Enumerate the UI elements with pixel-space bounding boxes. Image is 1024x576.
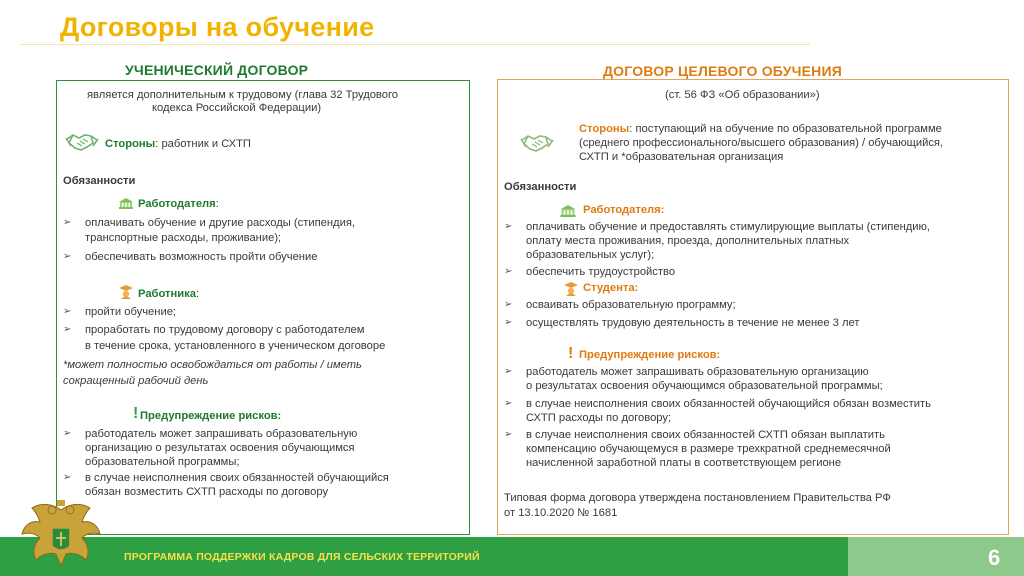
left-worker-heading — [138, 288, 199, 301]
right-parties-line3: СХТП и *образовательная организация — [579, 151, 784, 163]
right-student-heading: Студента: — [583, 282, 639, 294]
right-risk-item-1b: о результатах освоения обучающимся образовательной программы; — [526, 380, 883, 392]
graduate-icon — [564, 282, 578, 296]
bullet-icon: ➢ — [504, 221, 513, 232]
bullet-icon: ➢ — [63, 428, 72, 439]
left-employer-item-2: обеспечивать возможность пройти обучение — [85, 251, 318, 263]
left-employer-colon: : — [215, 198, 219, 210]
bullet-icon: ➢ — [504, 317, 513, 328]
building-icon — [119, 198, 133, 209]
bullet-icon: ➢ — [504, 429, 513, 440]
right-risk-heading: Предупреждение рисков: — [579, 349, 721, 361]
right-student-item-1: осваивать образовательную программу; — [526, 299, 736, 311]
left-worker-item-2a: проработать по трудовому договору с работодателем — [85, 324, 365, 336]
left-column-heading: УЧЕНИЧЕСКИЙ ДОГОВОР — [125, 62, 309, 78]
left-employer-item-1b: транспортные расходы, проживание); — [85, 232, 282, 244]
left-worker-colon: : — [195, 288, 200, 300]
handshake-icon — [65, 129, 99, 153]
right-student-item-2: осуществлять трудовую деятельность в течение не менее 3 лет — [526, 317, 860, 329]
exclamation-icon: ! — [568, 345, 574, 362]
right-duties-heading: Обязанности — [504, 181, 577, 193]
right-parties-text-1: : поступающий на обучение по образовательной программе — [629, 123, 942, 135]
left-employer-heading — [138, 198, 219, 211]
left-employer-label: Работодателя — [138, 198, 216, 210]
right-parties-label: Стороны — [579, 123, 630, 135]
building-icon — [560, 205, 576, 217]
footer-bar — [0, 537, 1024, 576]
bullet-icon: ➢ — [504, 299, 513, 310]
left-risk-heading: Предупреждение рисков: — [140, 410, 282, 422]
title-underline — [20, 44, 810, 45]
bullet-icon: ➢ — [63, 306, 72, 317]
right-risk-item-3c: начисленной заработной платы в соответствующем регионе — [526, 457, 842, 469]
right-employer-item-2: обеспечить трудоустройство — [526, 266, 676, 278]
right-intro: (ст. 56 ФЗ «Об образовании») — [665, 89, 820, 101]
bullet-icon: ➢ — [63, 472, 72, 483]
left-risk-item-1a: работодатель может запрашивать образовательную — [85, 428, 358, 440]
right-parties-line1 — [579, 123, 942, 136]
exclamation-icon: ! — [133, 405, 139, 422]
handshake-icon — [520, 130, 554, 154]
left-parties-label: Стороны — [105, 138, 156, 150]
right-employer-item-1a: оплачивать обучение и предоставлять стимулирующие выплаты (стипендию, — [526, 221, 931, 233]
left-worker-item-1: пройти обучение; — [85, 306, 177, 318]
right-employer-item-1b: оплату места проживания, проезда, дополнительных платных — [526, 235, 850, 247]
left-panel — [56, 80, 470, 535]
right-parties-line2: (среднего профессионального/высшего образования) / обучающийся, — [579, 137, 944, 149]
left-employer-item-1a: оплачивать обучение и другие расходы (стипендия, — [85, 217, 355, 229]
right-employer-item-1c: образовательных услуг); — [526, 249, 655, 261]
bullet-icon: ➢ — [63, 217, 72, 228]
right-footer-line2: от 13.10.2020 № 1681 — [504, 507, 618, 519]
left-risk-item-2b: обязан возместить СХТП расходы по договору — [85, 486, 329, 498]
left-intro-line2: кодекса Российской Федерации) — [152, 102, 322, 114]
left-risk-item-2a: в случае неисполнения своих обязанностей обучающийся — [85, 472, 389, 484]
right-footer-line1: Типовая форма договора утверждена постановлением Правительства РФ — [504, 492, 891, 504]
bullet-icon: ➢ — [63, 251, 72, 262]
slide-title: Договоры на обучение — [60, 12, 375, 42]
bullet-icon: ➢ — [63, 324, 72, 335]
left-worker-label: Работника — [138, 288, 196, 300]
coat-of-arms-emblem — [18, 500, 104, 572]
right-risk-item-1a: работодатель может запрашивать образовательную организацию — [526, 366, 869, 378]
left-note-line1: *может полностью освобождаться от работы / иметь — [63, 359, 362, 371]
right-employer-heading: Работодателя: — [583, 204, 665, 216]
left-parties — [105, 138, 251, 151]
right-risk-item-2a: в случае неисполнения своих обязанностей обучающийся обязан возместить — [526, 398, 931, 410]
left-duties-heading: Обязанности — [63, 175, 136, 187]
right-risk-item-2b: СХТП расходы по договору; — [526, 412, 672, 424]
left-risk-item-1b: организацию о результатах освоения обучающимся — [85, 442, 355, 454]
footer-program-text: ПРОГРАММА ПОДДЕРЖКИ КАДРОВ ДЛЯ СЕЛЬСКИХ ТЕРРИТОРИЙ — [124, 551, 480, 563]
left-note-line2: сокращенный рабочий день — [63, 375, 209, 387]
right-risk-item-3a: в случае неисполнения своих обязанностей СХТП обязан выплатить — [526, 429, 885, 441]
left-parties-text: : работник и СХТП — [155, 138, 251, 150]
bullet-icon: ➢ — [504, 398, 513, 409]
graduate-icon — [119, 285, 133, 299]
right-risk-item-3b: компенсацию обучающемуся в размере трехкратной среднемесячной — [526, 443, 891, 455]
right-panel — [497, 79, 1009, 535]
left-risk-item-1c: образовательной программы; — [85, 456, 240, 468]
right-column-heading: ДОГОВОР ЦЕЛЕВОГО ОБУЧЕНИЯ — [603, 63, 843, 79]
bullet-icon: ➢ — [504, 366, 513, 377]
left-worker-item-2b: в течение срока, установленного в ученическом договоре — [85, 340, 386, 352]
page-number: 6 — [988, 545, 1001, 570]
left-intro-line1: является дополнительным к трудовому (глава 32 Трудового — [87, 89, 399, 101]
bullet-icon: ➢ — [504, 266, 513, 277]
